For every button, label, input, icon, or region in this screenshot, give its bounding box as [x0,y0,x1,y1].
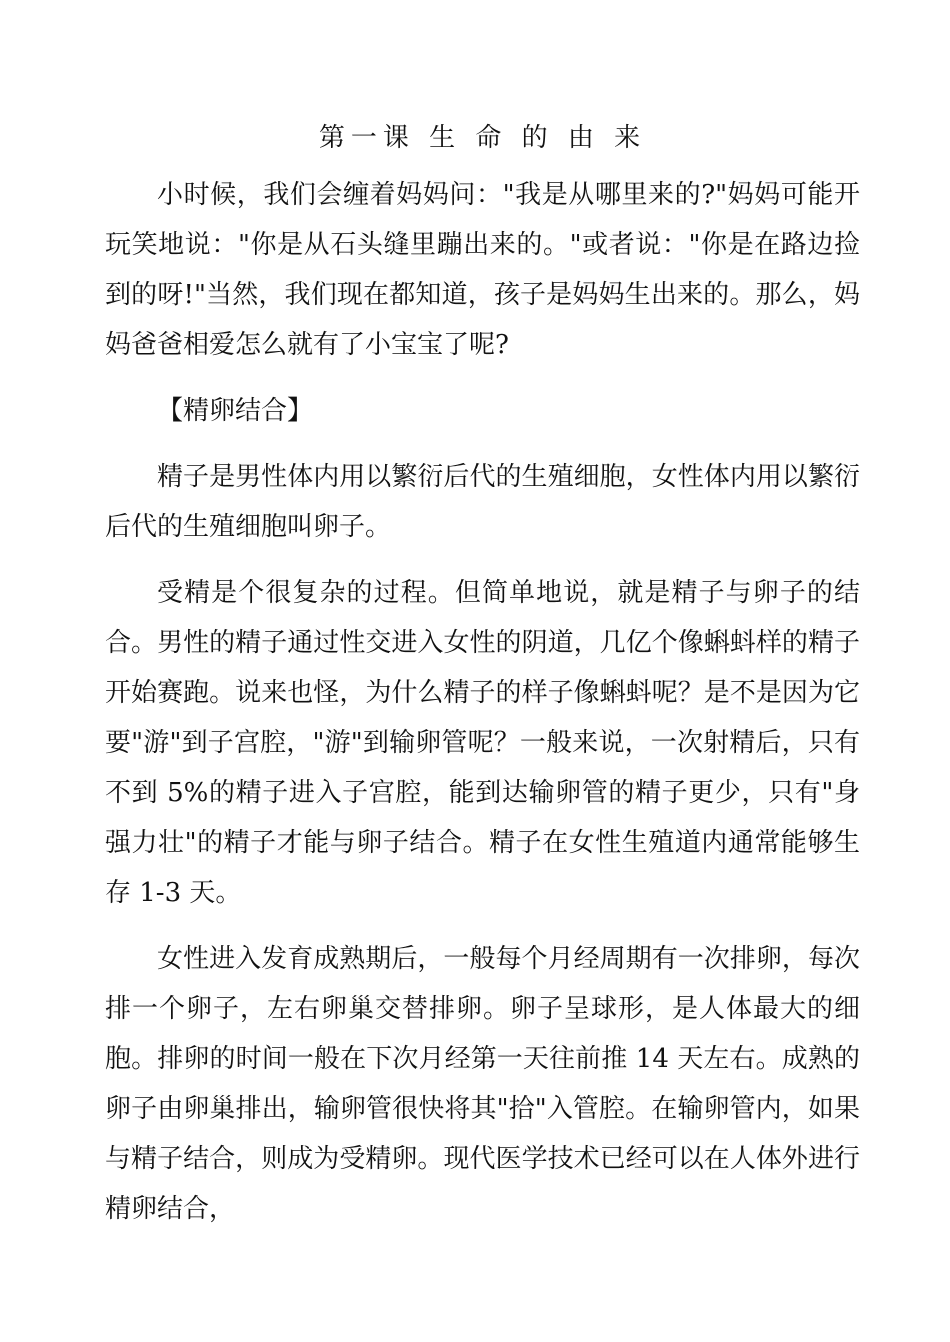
document-page [105,118,860,1250]
intro-paragraph: 小时候，我们会缠着妈妈问："我是从哪里来的?"妈妈可能开玩笑地说："你是从石头缝里蹦出来的。"或者说："你是在路边捡到的呀!"当然，我们现在都知道，孩子是妈妈生出来的。那么，妈妈爸爸相爱怎么就有了小宝宝了呢? [105,180,860,360]
paragraph-sperm-egg-definition: 精子是男性体内用以繁衍后代的生殖细胞，女性体内用以繁衍后代的生殖细胞叫卵子。 [105,462,860,542]
section-heading: 【精卵结合】 [157,396,314,426]
paragraph-fertilization: 受精是个很复杂的过程。但简单地说，就是精子与卵子的结合。男性的精子通过性交进入女性的阴道，几亿个像蝌蚪样的精子开始赛跑。说来也怪，为什么精子的样子像蝌蚪呢？是不是因为它要"游"到子宫腔，"游"到输卵管呢？一般来说，一次射精后，只有不到 5%的精子进入子宫腔，能到达输卵管的精子更少，只有"身强力壮"的精子才能与卵子结合。精子在女性生殖道内通常能够生存 1-3 天。 [105,578,860,908]
page-title: 第一课 生 命 的 由 来 [318,123,647,153]
paragraph-ovulation: 女性进入发育成熟期后，一般每个月经周期有一次排卵，每次排一个卵子，左右卵巢交替排卵。卵子呈球形，是人体最大的细胞。排卵的时间一般在下次月经第一天往前推 14 天左右。成熟的卵子由卵巢排出，输卵管很快将其"拾"入管腔。在输卵管内，如果与精子结合，则成为受精卵。现代医学技术已经可以在人体外进行精卵结合， [105,944,860,1224]
